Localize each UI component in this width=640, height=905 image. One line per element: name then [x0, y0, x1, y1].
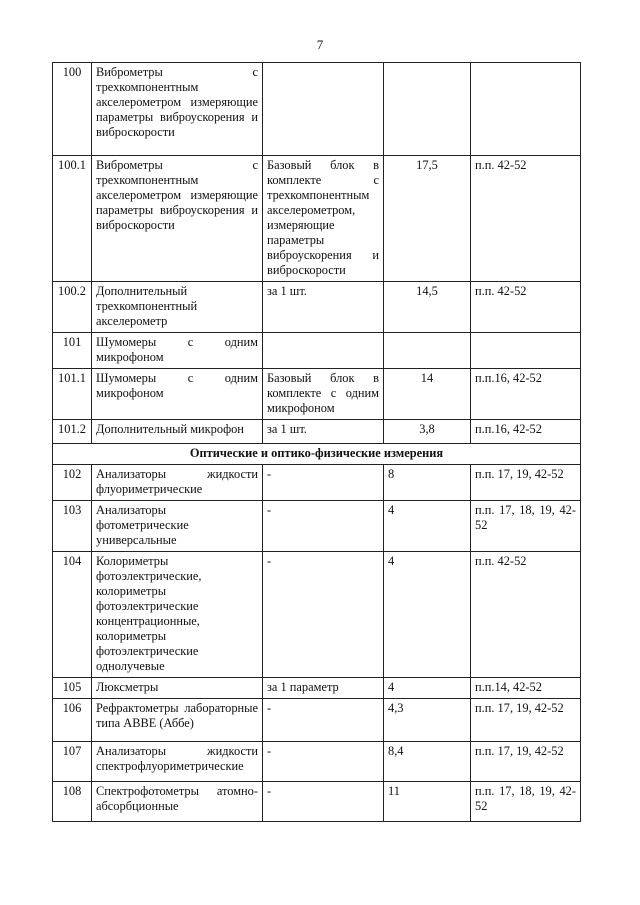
reference-cell: п.п.14, 42-52: [471, 678, 581, 699]
page-number: 7: [316, 37, 324, 52]
price-cell: [384, 63, 471, 156]
row-number: 100: [53, 63, 92, 156]
row-number: 108: [53, 782, 92, 822]
instrument-name: Люксметры: [92, 678, 263, 699]
row-number: 100.1: [53, 156, 92, 282]
instrument-name: Анализаторы жидкости флуориметрические: [92, 465, 263, 501]
table-row: [53, 742, 581, 782]
reference-cell: п.п.16, 42-52: [471, 369, 581, 420]
reference-cell: п.п. 17, 19, 42-52: [471, 699, 581, 742]
price-table: [52, 62, 581, 822]
reference-cell: п.п. 17, 19, 42-52: [471, 742, 581, 782]
reference-cell: п.п. 42-52: [471, 156, 581, 282]
unit-cell: Базовый блок в комплекте с одним микрофоном: [263, 369, 384, 420]
price-cell: 3,8: [384, 420, 471, 444]
table-row: [53, 465, 581, 501]
row-number: 106: [53, 699, 92, 742]
table-row: [53, 782, 581, 822]
reference-cell: п.п.16, 42-52: [471, 420, 581, 444]
section-title: Оптические и оптико-физические измерения: [53, 444, 581, 465]
reference-cell: [471, 333, 581, 369]
unit-cell: -: [263, 699, 384, 742]
price-cell: 14: [384, 369, 471, 420]
table-row: [53, 156, 581, 282]
reference-cell: п.п. 17, 19, 42-52: [471, 465, 581, 501]
price-cell: 8: [384, 465, 471, 501]
price-cell: 4: [384, 678, 471, 699]
price-cell: [384, 333, 471, 369]
unit-cell: -: [263, 552, 384, 678]
unit-cell: [263, 63, 384, 156]
row-number: 101: [53, 333, 92, 369]
unit-cell: за 1 параметр: [263, 678, 384, 699]
unit-cell: -: [263, 465, 384, 501]
reference-cell: п.п. 42-52: [471, 282, 581, 333]
row-number: 107: [53, 742, 92, 782]
reference-cell: п.п. 17, 18, 19, 42-52: [471, 782, 581, 822]
row-number: 105: [53, 678, 92, 699]
unit-cell: за 1 шт.: [263, 282, 384, 333]
price-cell: 4: [384, 552, 471, 678]
instrument-name: Дополнительный микрофон: [92, 420, 263, 444]
unit-cell: -: [263, 501, 384, 552]
row-number: 102: [53, 465, 92, 501]
table-row: [53, 501, 581, 552]
price-cell: 11: [384, 782, 471, 822]
row-number: 100.2: [53, 282, 92, 333]
section-header-row: [53, 444, 581, 465]
price-cell: 4: [384, 501, 471, 552]
instrument-name: Анализаторы фотометрические универсальные: [92, 501, 263, 552]
row-number: 101.2: [53, 420, 92, 444]
unit-cell: [263, 333, 384, 369]
instrument-name: Колориметры фотоэлектрические, колориметры фотоэлектрические концентрационные, колориметры фотоэлектрические однолучевые: [92, 552, 263, 678]
unit-cell: Базовый блок в комплекте с трехкомпонентным акселерометром, измеряющие параметры виброускорения и виброскорости: [263, 156, 384, 282]
table-row: [53, 699, 581, 742]
table-row: [53, 678, 581, 699]
reference-cell: п.п. 17, 18, 19, 42-52: [471, 501, 581, 552]
price-cell: 14,5: [384, 282, 471, 333]
instrument-name: Виброметры с трехкомпонентным акселерометром измеряющие параметры виброускорения и виброскорости: [92, 63, 263, 156]
row-number: 103: [53, 501, 92, 552]
instrument-name: Спектрофотометры атомно-абсорбционные: [92, 782, 263, 822]
table-row: [53, 552, 581, 678]
table-row: [53, 420, 581, 444]
price-cell: 8,4: [384, 742, 471, 782]
row-number: 104: [53, 552, 92, 678]
price-cell: 17,5: [384, 156, 471, 282]
instrument-name: Дополнительный трехкомпонентный акселерометр: [92, 282, 263, 333]
reference-cell: [471, 63, 581, 156]
instrument-name: Анализаторы жидкости спектрофлуориметрические: [92, 742, 263, 782]
table-row: [53, 333, 581, 369]
unit-cell: -: [263, 782, 384, 822]
reference-cell: п.п. 42-52: [471, 552, 581, 678]
unit-cell: за 1 шт.: [263, 420, 384, 444]
unit-cell: -: [263, 742, 384, 782]
instrument-name: Шумомеры с одним микрофоном: [92, 333, 263, 369]
table-row: [53, 63, 581, 156]
instrument-name: Виброметры с трехкомпонентным акселерометром измеряющие параметры виброускорения и виброскорости: [92, 156, 263, 282]
table-row: [53, 369, 581, 420]
row-number: 101.1: [53, 369, 92, 420]
price-cell: 4,3: [384, 699, 471, 742]
table-row: [53, 282, 581, 333]
instrument-name: Рефрактометры лабораторные типа ABBE (Аббе): [92, 699, 263, 742]
instrument-name: Шумомеры с одним микрофоном: [92, 369, 263, 420]
